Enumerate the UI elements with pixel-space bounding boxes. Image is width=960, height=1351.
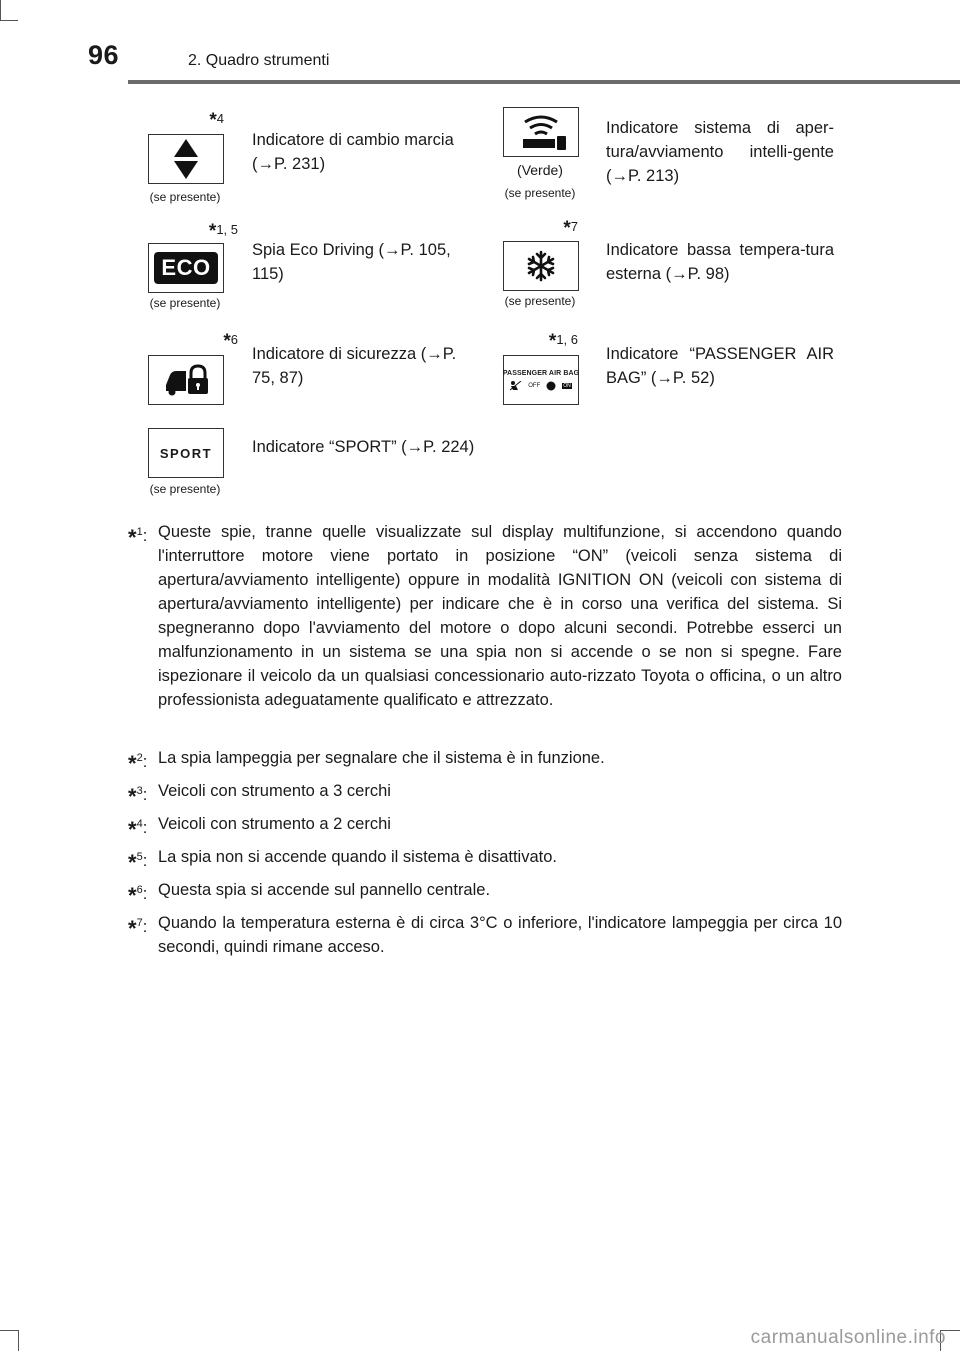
footnote-text: Questa spia si accende sul pannello centrale.	[158, 881, 491, 899]
indicator-icon-box	[503, 241, 579, 291]
security-car-lock-icon	[162, 363, 210, 397]
page-number: 96	[88, 40, 120, 70]
watermark: carmanualsonline.info	[750, 1327, 946, 1348]
sport-icon: SPORT	[159, 445, 213, 461]
indicator-icon-box	[503, 107, 579, 157]
indicator-icon-box	[503, 355, 579, 405]
footnote	[128, 746, 842, 776]
note-marker: *1, 6	[548, 331, 578, 352]
indicator-icon-box	[148, 134, 224, 184]
footnote-marker: *$^4$:	[128, 817, 148, 842]
note-marker: *7	[563, 218, 578, 239]
airbag-off-icon	[510, 381, 522, 391]
shift-indicator-icon	[171, 137, 201, 181]
indicator-icon-box	[148, 355, 224, 405]
color-caption: (Verde)	[517, 162, 563, 178]
indicator-icon-box	[148, 428, 224, 478]
crop-mark	[0, 20, 18, 21]
footnote-marker: *$^2$:	[128, 751, 148, 776]
note-marker: *1, 5	[208, 221, 238, 242]
footnote-text: Veicoli con strumento a 2 cerchi	[158, 815, 391, 833]
smart-key-icon	[511, 112, 571, 152]
footnote-text: Queste spie, tranne quelle visualizzate sul display multifunzione, si accendono quando l'interruttore motore viene portato in posizione “ON” (veicoli senza sistema di apertura/avviamento intelligente) oppure in modalità IGNITION ON (veicoli con sistema di apertura/avviamento intelligente) per indicare che è in corso una verifica del sistema. Si spegneranno dopo l'avviamento del motore o dopo alcuni secondi. Potrebbe esserci un malfunzionamento in un sistema se una spia non si accende o se non si spegne. Fare ispezionare il veicolo da un qualsiasi concessionario auto-rizzato Toyota o officina, o un altro professionista adeguatamente qualificato e attrezzato.	[158, 523, 842, 709]
crop-mark	[18, 1330, 19, 1351]
header-rule	[128, 80, 960, 84]
indicator-icon-box	[148, 243, 224, 293]
note-marker: *4	[209, 110, 224, 131]
footnote-marker: *$^1$:	[128, 525, 148, 550]
chapter-title: 2. Quadro strumenti	[188, 52, 330, 69]
eco-icon-label: ECO	[161, 255, 211, 280]
footnote-text: La spia non si accende quando il sistema è disattivato.	[158, 848, 557, 866]
indicator-description: Indicatore di cambio marcia (→P. 231)	[252, 131, 454, 173]
footnote	[128, 878, 842, 908]
footnote-text: Quando la temperatura esterna è di circa 3°C o inferiore, l'indicatore lampeggia per circa 10 secondi, quindi rimane acceso.	[158, 914, 842, 956]
passenger-airbag-icon-label: PASSENGER AIR BAG	[502, 369, 580, 377]
eco-icon	[154, 252, 218, 284]
passenger-airbag-icon	[510, 381, 572, 391]
condition-caption: (se presente)	[504, 294, 576, 308]
crop-mark	[0, 0, 1, 20]
indicator-description: Spia Eco Driving (→P. 105, 115)	[252, 241, 451, 283]
indicator-description: Indicatore sistema di aper-tura/avviamento intelli-gente (→P. 213)	[606, 119, 834, 185]
airbag-on-label: ON	[563, 382, 571, 389]
footnote	[128, 779, 842, 809]
airbag-off-label: OFF	[528, 382, 541, 389]
condition-caption: (se presente)	[504, 186, 576, 200]
footnote	[128, 520, 842, 712]
condition-caption: (se presente)	[149, 296, 221, 310]
footnote	[128, 911, 842, 959]
footnote-marker: *$^7$:	[128, 916, 148, 941]
indicator-description: Indicatore “SPORT” (→P. 224)	[252, 438, 475, 456]
footnote-text: La spia lampeggia per segnalare che il sistema è in funzione.	[158, 749, 605, 767]
footnote-text: Veicoli con strumento a 3 cerchi	[158, 782, 391, 800]
snowflake-icon	[525, 250, 557, 282]
footnote-marker: *$^6$:	[128, 883, 148, 908]
footnote-marker: *$^3$:	[128, 784, 148, 809]
indicator-description: Indicatore bassa tempera-tura esterna (→P. 98)	[606, 241, 834, 283]
indicator-description: Indicatore “PASSENGER AIR BAG” (→P. 52)	[606, 345, 834, 387]
footnote	[128, 812, 842, 842]
condition-caption: (se presente)	[149, 190, 221, 204]
indicator-description: Indicatore di sicurezza (→P. 75, 87)	[252, 345, 457, 387]
note-marker: *6	[223, 331, 238, 352]
footnote	[128, 845, 842, 875]
airbag-on-icon	[546, 381, 556, 391]
crop-mark	[0, 1330, 18, 1331]
condition-caption: (se presente)	[149, 482, 221, 496]
footnote-marker: *$^5$:	[128, 850, 148, 875]
